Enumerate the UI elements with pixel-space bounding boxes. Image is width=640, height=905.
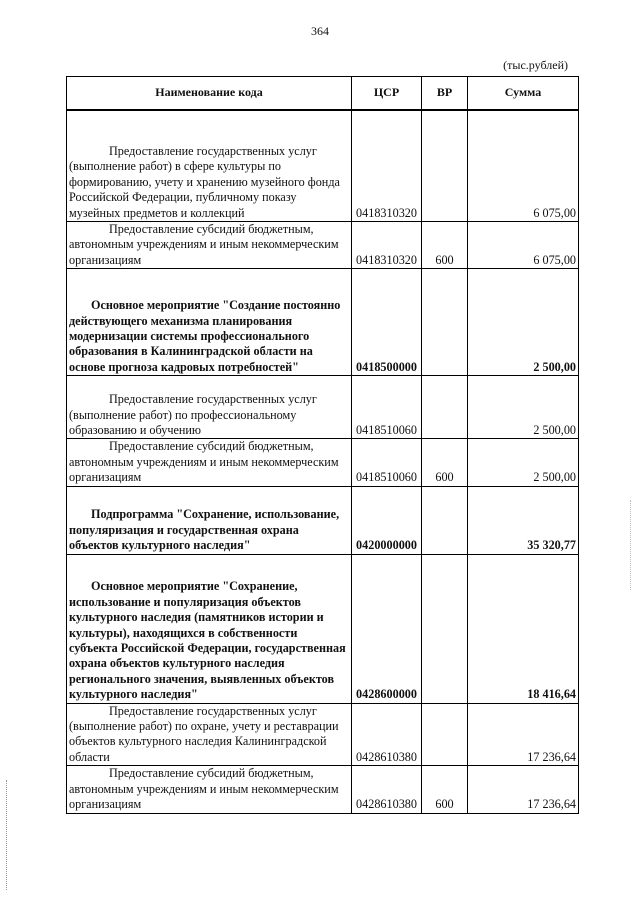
row-sum: 17 236,64 bbox=[468, 766, 579, 813]
row-csr: 0418310320 bbox=[352, 110, 422, 222]
unit-note: (тыс.рублей) bbox=[503, 58, 568, 72]
header-csr: ЦСР bbox=[352, 77, 422, 110]
header-vr: ВР bbox=[422, 77, 468, 110]
table-row bbox=[67, 703, 579, 766]
row-csr: 0418500000 bbox=[352, 269, 422, 376]
row-vr: 600 bbox=[422, 766, 468, 813]
table-row bbox=[67, 766, 579, 813]
row-name bbox=[67, 439, 352, 486]
row-csr: 0418510060 bbox=[352, 439, 422, 486]
table-row bbox=[67, 110, 579, 222]
row-sum: 35 320,77 bbox=[468, 486, 579, 554]
row-vr bbox=[422, 554, 468, 703]
table-row bbox=[67, 554, 579, 703]
row-csr: 0418310320 bbox=[352, 222, 422, 269]
row-name-text: Подпрограмма "Сохранение, использование, популяризация и государственная охрана объектов культурного наследия" bbox=[69, 507, 340, 553]
row-name bbox=[67, 766, 352, 813]
header-sum: Сумма bbox=[468, 77, 579, 110]
row-name bbox=[67, 110, 352, 222]
row-name bbox=[67, 486, 352, 554]
table-row bbox=[67, 222, 579, 269]
table-header-row bbox=[67, 77, 579, 110]
row-vr bbox=[422, 703, 468, 766]
row-vr: 600 bbox=[422, 439, 468, 486]
row-name-text: Предоставление государственных услуг (выполнение работ) по профессиональному образованию и обучению bbox=[69, 392, 317, 438]
scan-margin-mark-right bbox=[630, 500, 633, 590]
row-sum: 6 075,00 bbox=[468, 110, 579, 222]
budget-table bbox=[66, 76, 579, 814]
row-csr: 0418510060 bbox=[352, 376, 422, 439]
row-name bbox=[67, 269, 352, 376]
row-vr: 600 bbox=[422, 222, 468, 269]
row-name-text: Предоставление государственных услуг (выполнение работ) по охране, учету и реставрации объектов культурного наследия Калининградской области bbox=[69, 703, 339, 764]
row-csr: 0428610380 bbox=[352, 703, 422, 766]
header-name: Наименование кода bbox=[67, 77, 352, 110]
row-name-text: Основное мероприятие "Создание постоянно действующего механизма планирования модернизации системы профессионального образования в Калининградской области на основе прогноза кадровых потребностей" bbox=[69, 298, 341, 374]
row-name bbox=[67, 376, 352, 439]
row-name bbox=[67, 222, 352, 269]
scan-margin-mark bbox=[6, 780, 9, 890]
row-name-text: Предоставление субсидий бюджетным, автономным учреждениям и иным некоммерческим организациям bbox=[69, 222, 339, 267]
row-name-text: Предоставление субсидий бюджетным, автономным учреждениям и иным некоммерческим организациям bbox=[69, 439, 339, 485]
row-vr bbox=[422, 376, 468, 439]
page-number: 364 bbox=[311, 24, 329, 38]
table-row bbox=[67, 486, 579, 554]
row-vr bbox=[422, 269, 468, 376]
row-name-text: Предоставление субсидий бюджетным, автономным учреждениям и иным некоммерческим организациям bbox=[69, 766, 339, 812]
row-sum: 2 500,00 bbox=[468, 439, 579, 486]
row-sum: 2 500,00 bbox=[468, 269, 579, 376]
row-name bbox=[67, 703, 352, 766]
row-name bbox=[67, 554, 352, 703]
table-row bbox=[67, 439, 579, 486]
row-sum: 17 236,64 bbox=[468, 703, 579, 766]
table-row bbox=[67, 269, 579, 376]
row-name-text: Предоставление государственных услуг (выполнение работ) в сфере культуры по формированию, учету и хранению музейного фонда Российской Федерации, публичному показу музейных предметов и коллекций bbox=[69, 143, 340, 220]
row-csr: 0420000000 bbox=[352, 486, 422, 554]
row-csr: 0428600000 bbox=[352, 554, 422, 703]
row-sum: 18 416,64 bbox=[468, 554, 579, 703]
row-csr: 0428610380 bbox=[352, 766, 422, 813]
table-row bbox=[67, 376, 579, 439]
row-name-text: Основное мероприятие "Сохранение, использование и популяризация объектов культурного наследия (памятников истории и культуры), находящихся в собственности субъекта Российской Федерации, государственная охрана объектов культурного наследия регионального значения, выявленных объектов культурного наследия" bbox=[69, 579, 346, 702]
row-vr bbox=[422, 486, 468, 554]
row-sum: 6 075,00 bbox=[468, 222, 579, 269]
row-vr bbox=[422, 110, 468, 222]
row-sum: 2 500,00 bbox=[468, 376, 579, 439]
